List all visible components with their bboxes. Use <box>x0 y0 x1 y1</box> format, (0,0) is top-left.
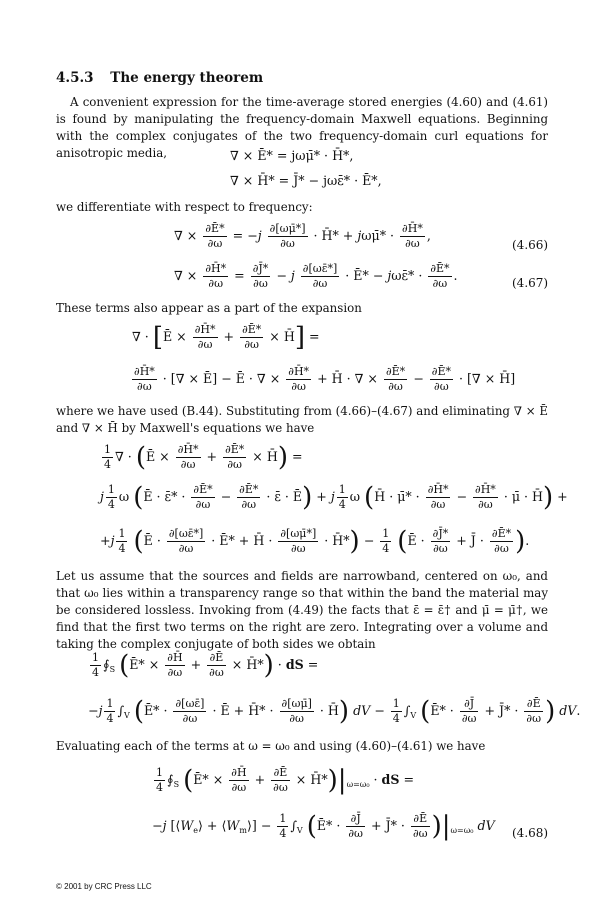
equation-4-67: ∇ × $\frac{\partial H̄*}{\partial\omega}$ = $\frac{\partial J̄*}{\partial\omega}$ − j $\frac{\partial[\omega\varepsilon̄*]}{\partial\omega}$ · Ē* − jωε̄* · $\frac{\partial Ē*}{\partial\omega}$ . <box>174 262 458 290</box>
paragraph-intro: A convenient expression for the time-average stored energies (4.60) and (4.61) is found by manipulating the frequency-domain Maxwell equations. Beginning with the complex conjugates of the two frequency-domain curl equations for anisotropic media, <box>56 95 548 160</box>
section-heading <box>56 70 263 86</box>
equation-expansion-rhs: $\frac{\partial H̄*}{\partial\omega}$ · [∇ × Ē] − Ē · ∇ × $\frac{\partial H̄*}{\partial\omega}$ + H̄ · ∇ × $\frac{\partial Ē*}{\partial\omega}$ − $\frac{\partial Ē*}{\partial\omega}$ · [∇ × H̄] <box>134 365 516 393</box>
paragraph-differentiate: we differentiate with respect to frequency: <box>56 200 313 214</box>
section-title: The energy theorem <box>110 70 264 86</box>
equation-tag-4-68: (4.68) <box>512 826 549 840</box>
paragraph-expansion: These terms also appear as a part of the expansion <box>56 301 362 315</box>
equation-tag-4-67: (4.67) <box>512 276 549 290</box>
equation-curl-h: ∇ × H̄* = J̄* − jωε̄* · Ē*, <box>230 173 382 188</box>
equation-derivation-line2: j $\frac{1}{4}$ ω (Ē · ε̄* · $\frac{\partial Ē*}{\partial\omega}$ − $\frac{\partial Ē*}{\partial\omega}$ · ε̄ · Ē) + j $\frac{1}{4}$ ω (H̄ · μ̄* · $\frac{\partial H̄*}{\partial\omega}$ − $\frac{\partial H̄*}{\partial\omega}$ · μ̄ · H̄) + <box>100 482 568 513</box>
equation-integral-rhs: −j $\frac{1}{4}$ $\int_V$ (Ē* · $\frac{\partial[\omega\varepsilon̄]}{\partial\omega}$ · Ē + H̄* · $\frac{\partial[\omega\mū]}{\partial\omega}$ · H̄) dV − $\frac{1}{4}$ $\int_V$ (Ē* · $\frac{\partial J̄}{\partial\omega}$ + J̄* · $\frac{\partial Ē}{\partial\omega}$ ) dV. <box>88 696 581 727</box>
equation-expansion-lhs: ∇ · [Ē × $\frac{\partial H̄*}{\partial\omega}$ + $\frac{\partial Ē*}{\partial\omega}$ × H̄] = <box>132 322 320 353</box>
equation-derivation-line3: +j $\frac{1}{4}$ (Ē · $\frac{\partial[\omega\varepsilon̄*]}{\partial\omega}$ · Ē* + H̄ · $\frac{\partial[\omega\mū*]}{\partial\omega}$ · H̄*) − $\frac{1}{4}$ (Ē · $\frac{\partial J̄*}{\partial\omega}$ + J̄ · $\frac{\partial Ē*}{\partial\omega}$ ). <box>100 526 530 557</box>
equation-derivation-line1: $\frac{1}{4}$ ∇ · (Ē × $\frac{\partial H̄*}{\partial\omega}$ + $\frac{\partial Ē*}{\partial\omega}$ × H̄) = <box>104 442 303 473</box>
paragraph-narrowband: Let us assume that the sources and fields are narrowband, centered on ω₀, and that ω₀ lies within a transparency range so that within the band the material may be considered lossless. Invoking from (4.49) the facts that ε̄ = ε̄† and μ̄ = μ̄†, we find that the first two terms on the right are zero. Integrating over a volume and taking the complex conjugate of both sides we obtain <box>56 569 548 651</box>
copyright-footer: © 2001 by CRC Press LLC <box>56 882 152 891</box>
equation-4-68-lhs: $\frac{1}{4}$ $∮_S$ (Ē* × $\frac{\partial H̄}{\partial\omega}$ + $\frac{\partial Ē}{\partial\omega}$ × $H̄*)|_{\omega=\omega_0}$ · dS = <box>156 765 415 796</box>
equation-integral-lhs: $\frac{1}{4}$ $∮_S$ (Ē* × $\frac{\partial H̄}{\partial\omega}$ + $\frac{\partial Ē}{\partial\omega}$ × H̄*) · dS = <box>92 650 319 681</box>
paragraph-substituting: where we have used (B.44). Substituting from (4.66)–(4.67) and eliminating ∇ × Ē and ∇ × H̄ by Maxwell's equations we have <box>56 404 548 435</box>
evaluation-subscript: ω=ω₀ <box>346 780 370 789</box>
equation-4-66: ∇ × $\frac{\partial Ē*}{\partial\omega}$ = −j $\frac{\partial[\omega\mū*]}{\partial\omega}$ · H̄* + jωμ̄* · $\frac{\partial H̄*}{\partial\omega}$ , <box>174 222 431 250</box>
equation-curl-e: ∇ × Ē* = jωμ̄* · H̄*, <box>230 148 354 163</box>
equation-4-68-rhs: −j [$⟨W_e⟩$ + $⟨W_m⟩$] − $\frac{1}{4}$ $\int_V$ (Ē* · $\frac{\partial J̄}{\partial\omega}$ + J̄* · $\frac{\partial Ē}{\partial\omega}$ )$|_{\omega=\omega_0}$ dV <box>152 811 495 842</box>
paragraph-evaluating: Evaluating each of the terms at ω = ω₀ and using (4.60)–(4.61) we have <box>56 739 486 753</box>
equation-tag-4-66: (4.66) <box>512 238 549 252</box>
section-number: 4.5.3 <box>56 70 94 86</box>
